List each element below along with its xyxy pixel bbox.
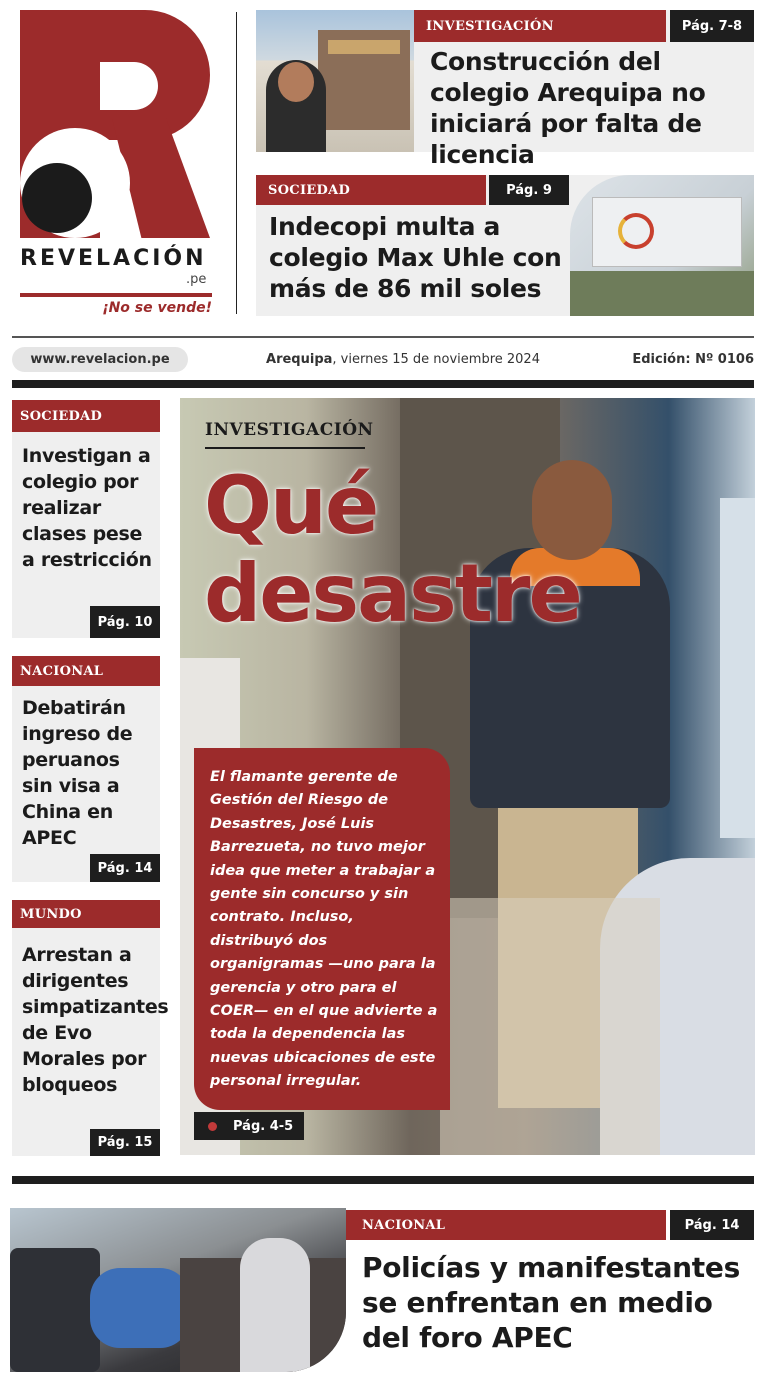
dateline-city: Arequipa <box>266 352 333 367</box>
dateline-bottom-rule <box>12 380 754 388</box>
top-story-2-page: Pág. 9 <box>489 175 569 205</box>
top-story-2-section: SOCIEDAD <box>256 175 486 205</box>
edition-number: Edición: Nº 0106 <box>632 352 754 367</box>
sidebar-story-2-section: NACIONAL <box>12 656 160 686</box>
website-link[interactable]: www.revelacion.pe <box>12 347 188 372</box>
sidebar-story-3-headline[interactable]: Arrestan a dirigentes simpatizantes de Evo Morales por bloqueos <box>22 944 169 1096</box>
main-story-page: Pág. 4-5 <box>233 1118 294 1134</box>
sidebar-story-3-section: MUNDO <box>12 900 160 928</box>
logo-dot <box>22 163 92 233</box>
bottom-story-photo <box>10 1208 346 1372</box>
photo-police-shield <box>10 1248 100 1372</box>
logo-slogan: ¡No se vende! <box>102 300 212 316</box>
top-story-2-photo <box>570 175 754 316</box>
bottom-story-page: Pág. 14 <box>670 1210 754 1240</box>
dateline-top-rule <box>12 336 754 338</box>
bullet-dot-icon <box>208 1122 217 1131</box>
main-story-section-underline <box>205 447 365 449</box>
logo-r-counter <box>100 62 158 110</box>
logo-underline <box>20 293 212 297</box>
photo-protester <box>90 1268 190 1348</box>
photo-floor <box>440 898 660 1155</box>
sidebar-story-1-page: Pág. 10 <box>90 606 160 638</box>
bottom-section-rule <box>12 1176 754 1184</box>
sidebar-story-1-headline[interactable]: Investigan a colegio por realizar clases pese a restricción <box>22 445 152 571</box>
dateline-day: , viernes 15 de noviembre 2024 <box>332 352 540 367</box>
top-story-1-photo <box>256 10 414 152</box>
top-story-1-section: INVESTIGACIÓN <box>414 10 666 42</box>
bottom-story-section: NACIONAL <box>346 1210 666 1240</box>
dateline-date <box>258 352 548 367</box>
sidebar-story-2-page: Pág. 14 <box>90 854 160 882</box>
main-story-headline-line2: desastre <box>204 547 581 640</box>
photo-figure-right <box>240 1238 310 1372</box>
logo-wordmark: REVELACIÓN <box>20 246 207 271</box>
main-story-headline-line1: Qué <box>204 459 378 552</box>
top-story-1-headline[interactable]: Construcción del colegio Arequipa no iniciará por falta de licencia <box>430 47 706 169</box>
photo-wall-sign <box>720 498 755 838</box>
main-story-headline[interactable] <box>204 459 581 640</box>
main-story-section: INVESTIGACIÓN <box>205 420 374 440</box>
logo-domain-suffix: .pe <box>186 272 207 287</box>
sidebar-story-1-section: SOCIEDAD <box>12 400 160 432</box>
bottom-story-headline[interactable]: Policías y manifestantes se enfrentan en medio del foro APEC <box>362 1251 740 1354</box>
main-story-page-tag <box>194 1112 304 1140</box>
top-story-1-page: Pág. 7-8 <box>670 10 754 42</box>
sidebar-story-3-page: Pág. 15 <box>90 1129 160 1156</box>
main-story-summary: El flamante gerente de Gestión del Riesgo de Desastres, José Luis Barrezueta, no tuvo mejor idea que meter a trabajar a gente sin concurso y sin contrato. Incluso, distribuyó dos organigramas —uno para la gerencia y otro para el COER— en el que advierte a toda la dependencia las nuevas ubicaciones de este personal irregular. <box>210 769 438 1090</box>
sidebar-story-2-headline[interactable]: Debatirán ingreso de peruanos sin visa a China en APEC <box>22 697 133 849</box>
header-divider-vertical <box>236 12 237 314</box>
top-story-2-headline[interactable]: Indecopi multa a colegio Max Uhle con más de 86 mil soles <box>269 212 562 303</box>
